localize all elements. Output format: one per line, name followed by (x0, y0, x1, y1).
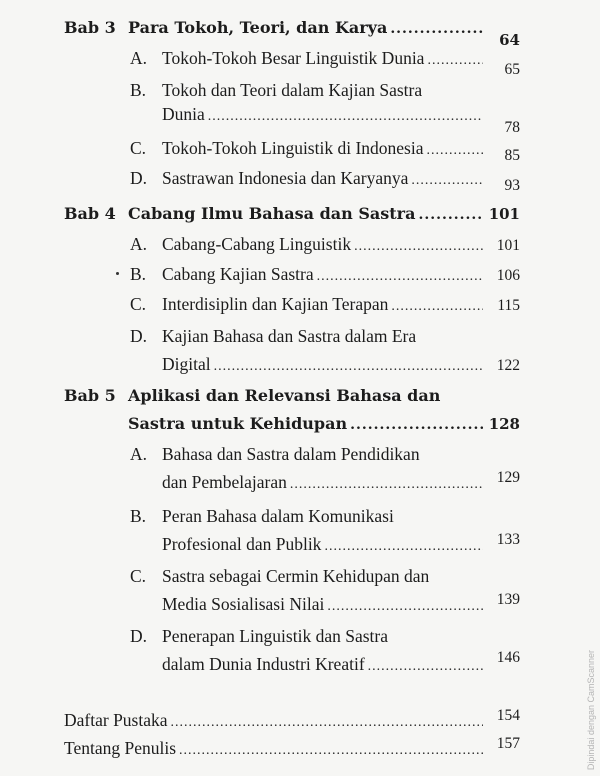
leader-dots (324, 539, 483, 555)
toc-entry-continuation[interactable] (130, 531, 520, 555)
toc-entry-continuation[interactable] (130, 649, 520, 675)
chapter-5-heading-continuation[interactable] (64, 414, 520, 433)
leader-dots (214, 359, 483, 375)
entry-title: Daftar Pustaka (64, 710, 168, 730)
entry-letter: D. (130, 168, 148, 188)
leader-dots (390, 21, 483, 37)
entry-letter: A. (130, 234, 148, 254)
toc-entry-continuation[interactable] (130, 104, 520, 136)
toc-entry-back-matter[interactable] (64, 707, 520, 731)
chapter-4-heading[interactable] (64, 204, 520, 223)
chapter-3-heading[interactable] (64, 18, 520, 49)
entry-title: Bahasa dan Sastra dalam Pendidikan (162, 444, 420, 464)
toc-entry[interactable] (130, 506, 520, 527)
chapter-title: Cabang Ilmu Bahasa dan Sastra (128, 204, 416, 223)
toc-entry[interactable] (130, 294, 520, 315)
leader-dots (290, 477, 483, 493)
chapter-title: Para Tokoh, Teori, dan Karya (128, 18, 388, 37)
page-number: 93 (504, 177, 520, 194)
entry-title: Sastra sebagai Cermin Kehidupan dan (162, 566, 430, 586)
toc-entry-continuation[interactable] (130, 469, 520, 493)
toc-entry[interactable] (130, 566, 520, 587)
page-number: 115 (497, 297, 520, 314)
toc-entry[interactable] (130, 80, 520, 101)
entry-title: Penerapan Linguistik dan Sastra (162, 626, 388, 646)
entry-title: Cabang-Cabang Linguistik (162, 234, 352, 254)
chapter-title-line2: Sastra untuk Kehidupan (128, 414, 348, 433)
leader-dots (368, 659, 483, 675)
toc-entry[interactable] (130, 326, 520, 347)
page-number: 101 (488, 205, 520, 223)
page-number: 78 (504, 119, 520, 136)
entry-title-line2: dalam Dunia Industri Kreatif (162, 654, 365, 674)
page-number: 157 (496, 735, 520, 752)
entry-letter: B. (130, 506, 147, 526)
stray-mark (116, 272, 119, 275)
page-number: 85 (504, 147, 520, 164)
entry-title: Peran Bahasa dalam Komunikasi (162, 506, 394, 526)
page-number: 122 (496, 357, 520, 374)
leader-dots (354, 239, 483, 255)
entry-letter: D. (130, 326, 148, 346)
leader-dots (327, 599, 483, 615)
leader-dots (411, 173, 483, 189)
chapter-number: Bab 5 (64, 386, 116, 405)
entry-letter: A. (130, 444, 148, 464)
toc-entry[interactable] (130, 168, 520, 194)
toc-entry[interactable] (130, 138, 520, 164)
leader-dots (391, 299, 483, 315)
chapter-number: Bab 4 (64, 204, 116, 223)
page-number: 133 (496, 531, 520, 548)
entry-title: Sastrawan Indonesia dan Karyanya (162, 168, 409, 188)
toc-entry[interactable] (130, 234, 520, 255)
leader-dots (350, 417, 483, 433)
leader-dots (208, 109, 483, 125)
entry-title-line2: Digital (162, 354, 211, 374)
toc-entry[interactable] (130, 264, 520, 285)
entry-title: Interdisiplin dan Kajian Terapan (162, 294, 389, 314)
leader-dots (426, 143, 483, 159)
page-number: 146 (496, 649, 520, 666)
page-number: 106 (496, 267, 520, 284)
toc-entry[interactable] (130, 444, 520, 465)
chapter-title: Aplikasi dan Relevansi Bahasa dan (128, 386, 441, 405)
entry-title: Tokoh-Tokoh Besar Linguistik Dunia (162, 48, 425, 68)
page-number: 101 (496, 237, 520, 254)
toc-entry-back-matter[interactable] (64, 735, 520, 759)
page-number: 65 (504, 61, 520, 78)
leader-dots (317, 269, 483, 285)
page-number: 64 (499, 31, 520, 49)
entry-letter: C. (130, 294, 147, 314)
entry-title-line2: dan Pembelajaran (162, 472, 287, 492)
page-number: 129 (496, 469, 520, 486)
leader-dots (171, 715, 483, 731)
entry-title: Tokoh-Tokoh Linguistik di Indonesia (162, 138, 424, 158)
leader-dots (427, 53, 483, 69)
entry-title: Kajian Bahasa dan Sastra dalam Era (162, 326, 417, 346)
entry-title-line2: Media Sosialisasi Nilai (162, 594, 325, 614)
page-number: 154 (496, 707, 520, 724)
entry-letter: B. (130, 264, 147, 284)
page-number: 128 (488, 415, 520, 433)
entry-letter: C. (130, 138, 147, 158)
leader-dots (179, 743, 483, 759)
toc-entry-continuation[interactable] (130, 591, 520, 615)
scanner-watermark: Dipindai dengan CamScanner (586, 650, 596, 771)
leader-dots (418, 207, 483, 223)
chapter-5-heading[interactable] (64, 386, 520, 405)
toc-entry[interactable] (130, 626, 520, 647)
entry-title-line2: Dunia (162, 104, 205, 124)
entry-letter: D. (130, 626, 148, 646)
chapter-number: Bab 3 (64, 18, 116, 37)
toc-entry[interactable] (130, 48, 520, 78)
toc-entry-continuation[interactable] (130, 354, 520, 375)
entry-title: Tokoh dan Teori dalam Kajian Sastra (162, 80, 423, 100)
entry-letter: C. (130, 566, 147, 586)
entry-title-line2: Profesional dan Publik (162, 534, 322, 554)
entry-title: Cabang Kajian Sastra (162, 264, 314, 284)
page-number: 139 (496, 591, 520, 608)
entry-letter: A. (130, 48, 148, 68)
entry-title: Tentang Penulis (64, 738, 177, 758)
entry-letter: B. (130, 80, 147, 100)
